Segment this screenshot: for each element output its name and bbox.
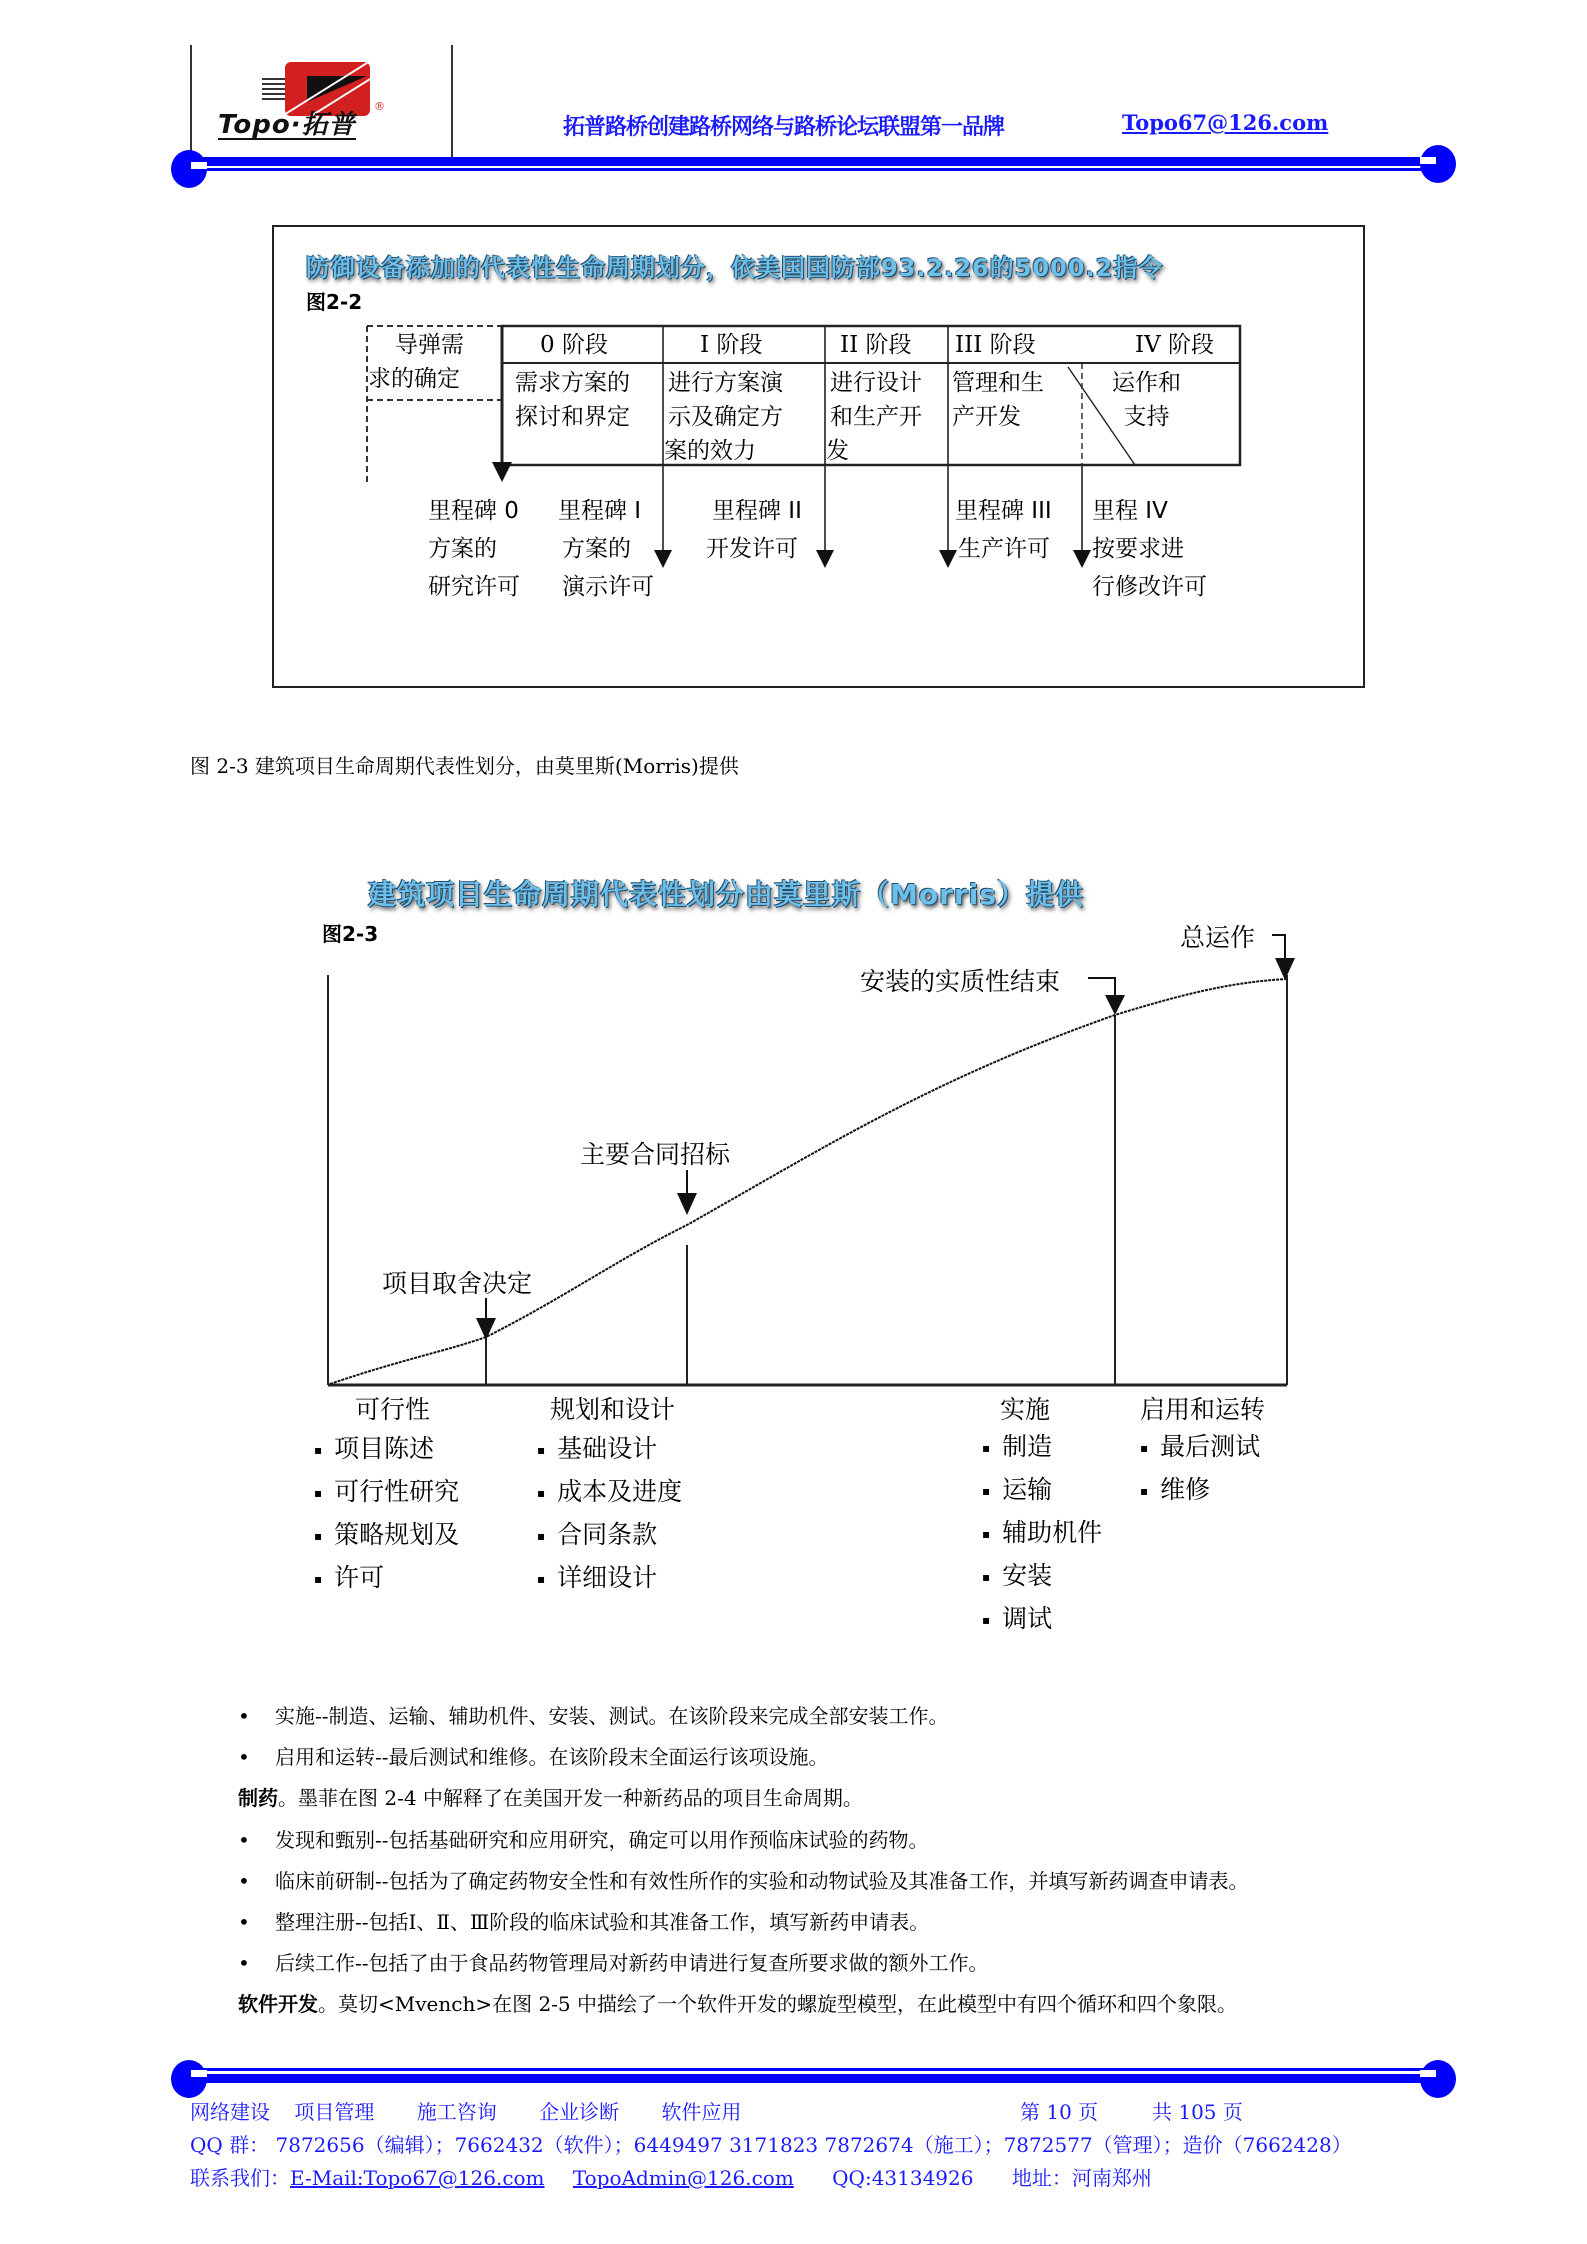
- phase-0-desc: 需求方案的 探讨和界定: [515, 370, 630, 430]
- phase-2-desc: 进行设计 和生产开 发: [826, 370, 922, 464]
- marker-installation-complete: 安装的实质性结束: [860, 967, 1061, 996]
- marker-full-operation: 总运作: [1180, 923, 1256, 952]
- figure-2-3-label: 图2-3: [322, 922, 379, 946]
- phase-2-header: II 阶段: [840, 332, 912, 358]
- phase-operation-label: 启用和运转: [1140, 1395, 1266, 1424]
- list-item: ▪ 安装: [982, 1555, 1102, 1598]
- figure-2-3-caption: 图 2-3 建筑项目生命周期代表性划分，由莫里斯(Morris)提供: [190, 754, 739, 778]
- bullet-discovery: • 发现和甄别--包括基础研究和应用研究，确定可以用作预临床试验的药物。: [238, 1828, 929, 1852]
- list-item: ▪ 项目陈述: [314, 1428, 459, 1471]
- header-email-link[interactable]: Topo67@126.com: [1122, 110, 1329, 135]
- footer-qq: QQ:43134926: [832, 2166, 974, 2190]
- footer-link-construction[interactable]: 施工咨询: [416, 2100, 497, 2124]
- phase-1-desc: 进行方案演 示及确定方 案的效力: [664, 370, 783, 464]
- phase-4-header: IV 阶段: [1135, 332, 1215, 358]
- phase-3-header: III 阶段: [955, 332, 1036, 358]
- page-number: 第 10 页: [1020, 2100, 1099, 2124]
- pharma-paragraph: 制药。墨菲在图 2-4 中解释了在美国开发一种新药品的项目生命周期。: [238, 1786, 863, 1810]
- bullet-operation: • 启用和运转--最后测试和维修。在该阶段末全面运行该项设施。: [238, 1745, 829, 1769]
- bullet-preclinical: • 临床前研制--包括为了确定药物安全性和有效性所作的实验和动物试验及其准备工作，并填写新药调查申请表。: [238, 1869, 1249, 1893]
- planning-list: [537, 1428, 682, 1600]
- list-item: ▪ 成本及进度: [537, 1471, 682, 1514]
- pre-phase-label: 导弹需 求的确定: [368, 332, 464, 392]
- page-total: 共 105 页: [1152, 2100, 1243, 2124]
- footer-link-diagnosis[interactable]: 企业诊断: [539, 2100, 620, 2124]
- phase-execution-label: 实施: [1000, 1395, 1051, 1424]
- footer-email-link[interactable]: E-Mail:Topo67@126.com: [290, 2166, 545, 2190]
- list-item: ▪ 详细设计: [537, 1557, 682, 1600]
- phase-feasibility-label: 可行性: [355, 1395, 431, 1424]
- marker-go-no-go: 项目取舍决定: [382, 1269, 533, 1298]
- footer-qq-groups: QQ 群： 7872656（编辑）；7662432（软件）；6449497 3171823 7872674（施工）；7872577（管理）；造价（7662428）: [190, 2133, 1352, 2157]
- footer-link-network[interactable]: 网络建设: [190, 2100, 270, 2124]
- footer-address: 地址：河南郑州: [1011, 2166, 1152, 2190]
- feasibility-list: [314, 1428, 459, 1600]
- phase-0-header: 0 阶段: [540, 332, 608, 358]
- bullet-registration: • 整理注册--包括Ⅰ、Ⅱ、Ⅲ阶段的临床试验和其准备工作，填写新药申请表。: [238, 1910, 930, 1934]
- list-item: ▪ 运输: [982, 1469, 1102, 1512]
- list-item: ▪ 合同条款: [537, 1514, 682, 1557]
- footer-contact: 联系我们：E-Mail:Topo67@126.com TopoAdmin@126.com QQ:43134926 地址：河南郑州: [190, 2166, 1152, 2190]
- phase-1-header: I 阶段: [700, 332, 763, 358]
- milestone-0: 里程碑 0 方案的 研究许可: [428, 498, 520, 600]
- milestone-3: 里程碑 III 生产许可: [955, 498, 1052, 562]
- list-item: ▪ 策略规划及: [314, 1514, 459, 1557]
- figure-2-3-title: 建筑项目生命周期代表性划分由莫里斯（Morris）提供: [368, 878, 1084, 911]
- bullet-followup: • 后续工作--包括了由于食品药物管理局对新药申请进行复查所要求做的额外工作。: [238, 1951, 989, 1975]
- milestone-1: 里程碑 I 方案的 演示许可: [558, 498, 654, 600]
- list-item: ▪ 维修: [1140, 1469, 1260, 1512]
- footer-rule-cap-right: [1420, 2060, 1456, 2098]
- figure-2-2-label: 图2-2: [306, 290, 363, 314]
- list-item: ▪ 最后测试: [1140, 1426, 1260, 1469]
- list-item: ▪ 可行性研究: [314, 1471, 459, 1514]
- milestone-4: 里程 IV 按要求进 行修改许可: [1092, 498, 1207, 600]
- software-paragraph: 软件开发。莫切<Mvench>在图 2-5 中描绘了一个软件开发的螺旋型模型，在此模型中有四个循环和四个象限。: [238, 1992, 1238, 2016]
- figure-2-2-title: 防御设备添加的代表性生命周期划分，依美国国防部93.2.26的5000.2指令: [306, 254, 1164, 282]
- list-item: ▪ 调试: [982, 1598, 1102, 1641]
- logo-text: Topo·拓普: [218, 110, 356, 140]
- execution-list: [982, 1426, 1102, 1641]
- list-item: ▪ 许可: [314, 1557, 459, 1600]
- list-item: ▪ 制造: [982, 1426, 1102, 1469]
- marker-contract-tender: 主要合同招标: [580, 1140, 731, 1169]
- phase-planning-label: 规划和设计: [550, 1395, 676, 1424]
- header-slogan: 拓普路桥创建路桥网络与路桥论坛联盟第一品牌: [563, 115, 1005, 140]
- list-item: ▪ 辅助机件: [982, 1512, 1102, 1555]
- footer-rule-cap-left: [171, 2060, 207, 2098]
- footer-link-software[interactable]: 软件应用: [661, 2100, 742, 2124]
- footer-nav: [190, 2096, 741, 2125]
- phase-3-desc: 管理和生 产开发: [952, 370, 1044, 430]
- bullet-execution: • 实施--制造、运输、辅助机件、安装、测试。在该阶段来完成全部安装工作。: [238, 1704, 949, 1728]
- footer-admin-email-link[interactable]: TopoAdmin@126.com: [572, 2166, 794, 2190]
- milestone-2: 里程碑 II 开发许可: [706, 498, 802, 562]
- operation-list: [1140, 1426, 1260, 1512]
- phase-4-desc: 运作和 支持: [1112, 370, 1181, 430]
- footer-link-project-mgmt[interactable]: 项目管理: [294, 2100, 375, 2124]
- list-item: ▪ 基础设计: [537, 1428, 682, 1471]
- registered-mark: ®: [374, 100, 385, 113]
